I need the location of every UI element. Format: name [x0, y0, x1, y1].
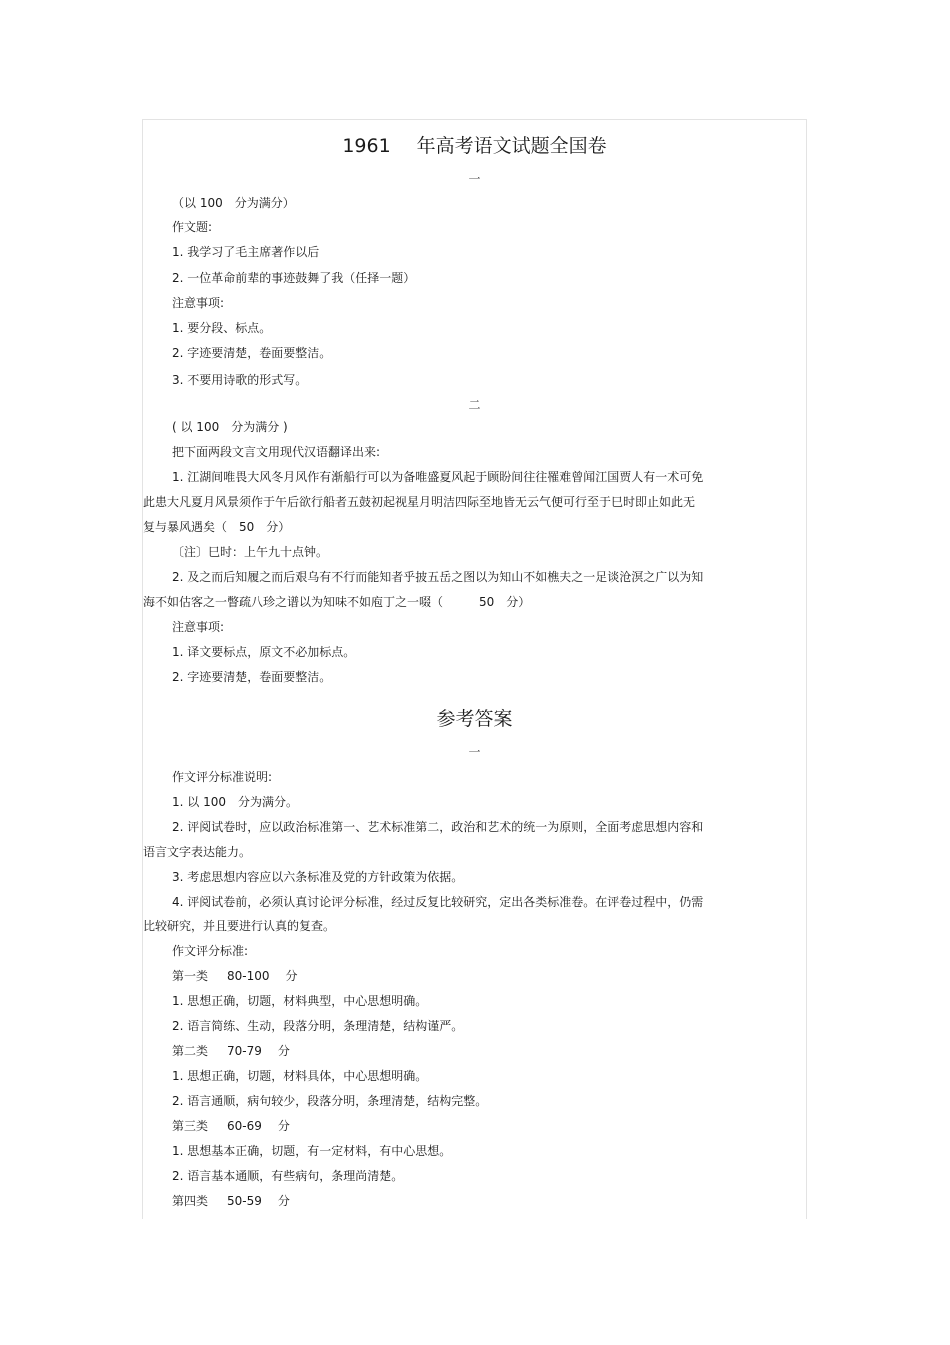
std-item-4-line-1: 4. 评阅试卷前，必须认真讨论评分标准，经过反复比较研究，定出各类标准卷。在评卷过程中，仍需: [172, 895, 704, 909]
part2-heading: 二: [468, 398, 481, 412]
part1-notes-label: 注意事项:: [172, 296, 225, 310]
part2-instruction: 把下面两段文言文用现代汉语翻译出来:: [172, 445, 381, 459]
category-3-item-1: 1. 思想基本正确，切题，有一定材料，有中心思想。: [172, 1144, 452, 1158]
category-name: 第二类: [172, 1044, 209, 1058]
category-4-header: [172, 1194, 290, 1208]
topic-1: 1. 我学习了毛主席著作以后: [172, 245, 320, 259]
category-unit: 分: [285, 969, 298, 983]
std-item-4-line-2: 比较研究，并且要进行认真的复查。: [143, 919, 336, 933]
answers-title: 参考答案: [436, 708, 513, 730]
category-range: 60-69: [227, 1119, 262, 1133]
category-range: 50-59: [227, 1194, 262, 1208]
grading-label: 作文评分标准:: [172, 944, 249, 958]
title-year: 1961: [342, 135, 391, 157]
std-item-2-line-1: 2. 评阅试卷时，应以政治标准第一、艺术标准第二，政治和艺术的统一为原则，全面考虑思想内容和: [172, 820, 704, 834]
category-name: 第三类: [172, 1119, 209, 1133]
category-1-header: [172, 969, 298, 983]
std-item-3: 3. 考虑思想内容应以六条标准及党的方针政策为依据。: [172, 870, 464, 884]
title-text: 年高考语文试题全国卷: [416, 135, 607, 157]
category-range: 70-79: [227, 1044, 262, 1058]
answers-heading: 一: [468, 745, 481, 759]
std-item-2-line-2: 语言文字表达能力。: [143, 845, 252, 859]
category-1-item-1: 1. 思想正确，切题，材料典型，中心思想明确。: [172, 994, 428, 1008]
category-name: 第一类: [172, 969, 209, 983]
category-2-header: [172, 1044, 290, 1058]
category-1-item-2: 2. 语言简练、生动，段落分明，条理清楚，结构谨严。: [172, 1019, 464, 1033]
part2-note-2: 2. 字迹要清楚，卷面要整洁。: [172, 670, 332, 684]
category-3-header: [172, 1119, 290, 1133]
passage2-line-2: 海不如估客之一瞥疏八珍之谱以为知味不如庖丁之一啜（ 50 分）: [143, 595, 531, 609]
part1-note-1: 1. 要分段、标点。: [172, 321, 272, 335]
passage2-line-1: 2. 及之而后知履之而后艰乌有不行而能知者乎披五岳之图以为知山不如樵夫之一足谈沧溟之广以为知: [172, 570, 704, 584]
category-name: 第四类: [172, 1194, 209, 1208]
part2-notes-label: 注意事项:: [172, 620, 225, 634]
part2-note-1: 1. 译文要标点，原文不必加标点。: [172, 645, 356, 659]
category-unit: 分: [277, 1044, 290, 1058]
category-3-item-2: 2. 语言基本通顺，有些病句，条理尚清楚。: [172, 1169, 404, 1183]
category-2-item-2: 2. 语言通顺，病句较少，段落分明，条理清楚，结构完整。: [172, 1094, 488, 1108]
category-unit: 分: [277, 1194, 290, 1208]
part1-heading: 一: [468, 172, 481, 186]
topic-2: 2. 一位革命前辈的事迹鼓舞了我（任择一题）: [172, 271, 416, 285]
passage1-line-2: 此患大凡夏月风景须作于午后欲行船者五鼓初起视星月明洁四际至地皆无云气便可行至于巳时即止如此无: [143, 495, 696, 509]
part1-label: 作文题:: [172, 220, 213, 234]
category-2-item-1: 1. 思想正确，切题，材料具体，中心思想明确。: [172, 1069, 428, 1083]
passage1-line-1: 1. 江湖间唯畏大风冬月风作有渐船行可以为备唯盛夏风起于顾盼间往往罹难曾闻江国贾人有一术可免: [172, 470, 704, 484]
std-item-1: 1. 以 100 分为满分。: [172, 795, 298, 809]
category-unit: 分: [277, 1119, 290, 1133]
part1-note-3: 3. 不要用诗歌的形式写。: [172, 373, 308, 387]
passage1-line-3: 复与暴风遇矣（ 50 分）: [143, 520, 291, 534]
part1-score-note: （以 100 分为满分）: [172, 196, 295, 210]
part1-note-2: 2. 字迹要清楚，卷面要整洁。: [172, 346, 332, 360]
page-title: [142, 131, 807, 158]
category-range: 80-100: [227, 969, 270, 983]
annotation: 〔注〕巳时：上午九十点钟。: [172, 545, 329, 559]
part2-score-note: ( 以 100 分为满分 ): [172, 420, 288, 434]
std-label: 作文评分标准说明:: [172, 770, 273, 784]
